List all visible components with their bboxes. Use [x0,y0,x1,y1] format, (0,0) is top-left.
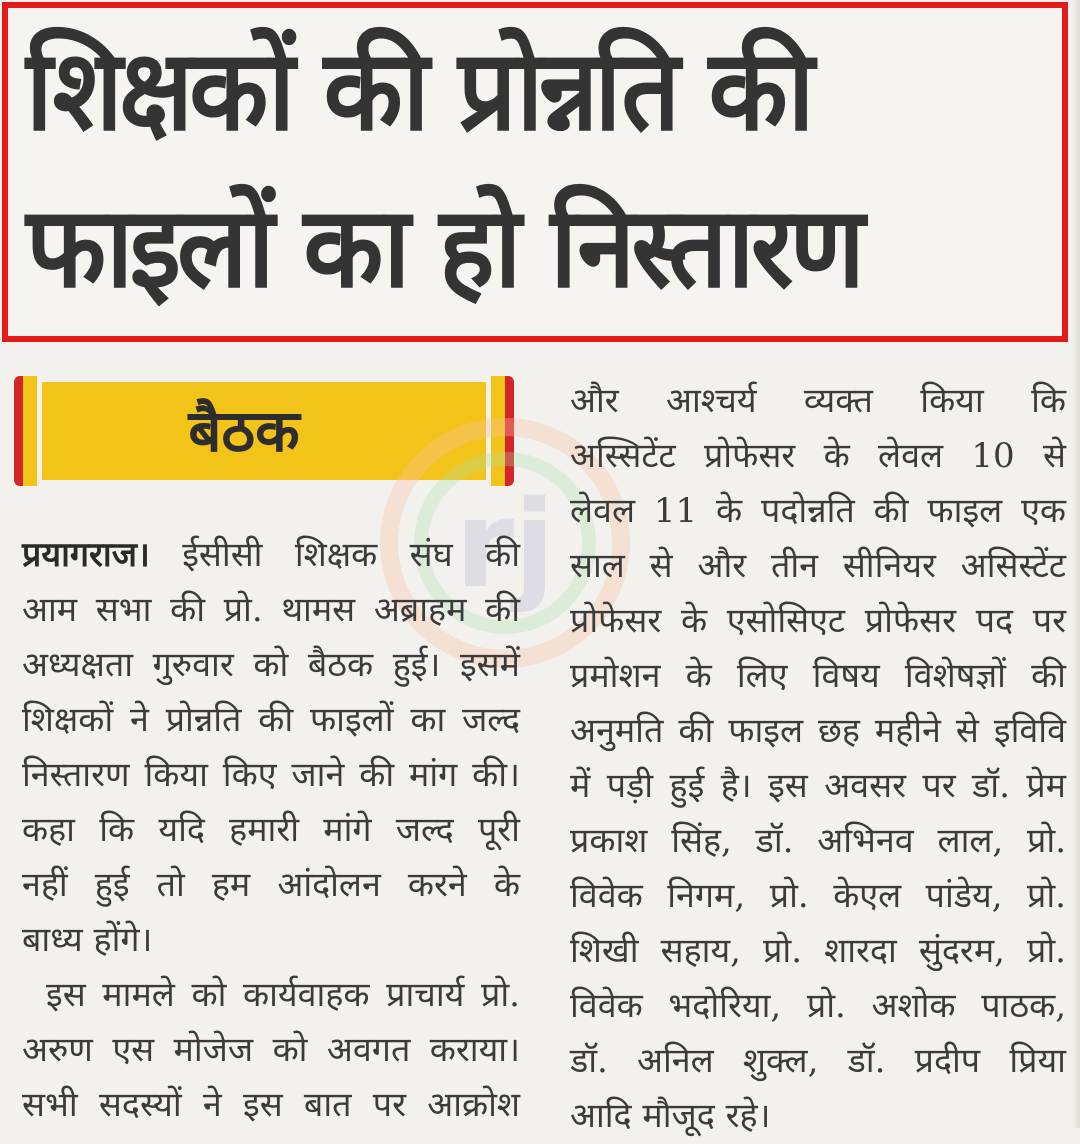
banner-right-cap [491,376,514,486]
article-line: नहीं हुई तो हम आंदोलन करने के [22,865,520,905]
article-line: बाध्य होंगे। [22,920,153,960]
headline-line-2: फाइलों का हो निस्तारण [26,183,862,313]
article-line: प्रमोशन के लिए विषय विशेषज्ञों की [570,656,1066,696]
section-banner [14,376,514,486]
article-line: आदि मौजूद रहे। [570,1096,771,1136]
article-left-column [22,528,520,1133]
article-line: शिखी सहाय, प्रो. शारदा सुंदरम, प्रो. [570,931,1066,971]
article-line: कहा कि यदि हमारी मांगे जल्द पूरी [22,810,520,850]
article-line: इस मामले को कार्यवाहक प्राचार्य प्रो. [46,975,520,1015]
headline-frame [2,2,1068,342]
article-line: अनुमति की फाइल छह महीने से इविवि [570,711,1066,751]
article-line: अस्सिटेंट प्रोफेसर के लेवल 10 से [570,436,1066,476]
article-line: अध्यक्षता गुरुवार को बैठक हुई। इसमें [22,645,520,685]
article-line: डॉ. अनिल शुक्ल, डॉ. प्रदीप प्रिया [570,1041,1066,1081]
article-line: अरुण एस मोजेज को अवगत कराया। [22,1030,520,1070]
article-line: आम सभा की प्रो. थामस अब्राहम की [22,590,520,630]
dateline: प्रयागराज। [22,535,150,575]
page-edge-shadow [1072,0,1080,1128]
article-line: सभी सदस्यों ने इस बात पर आक्रोश [22,1085,520,1125]
article-line: विवेक निगम, प्रो. केएल पांडेय, प्रो. [570,876,1066,916]
headline-line-1: शिक्षकों की प्रोन्नति की [26,26,811,156]
article-line: में पड़ी हुई है। इस अवसर पर डॉ. प्रेम [570,766,1066,806]
article-line [22,528,520,583]
article-line: प्रोफेसर के एसोसिएट प्रोफेसर पद पर [570,601,1066,641]
article-right-column [570,374,1066,1144]
watermark-text: rj [454,476,556,615]
article-line: शिक्षकों ने प्रोन्नति की फाइलों का जल्द [22,700,520,740]
article-line: और आश्चर्य व्यक्त किया कि [570,381,1066,421]
article-line: निस्तारण किया किए जाने की मांग की। [22,755,520,795]
article-line: विवेक भदोरिया, प्रो. अशोक पाठक, [570,986,1066,1026]
article-line: प्रकाश सिंह, डॉ. अभिनव लाल, प्रो. [570,821,1066,861]
article-line: साल से और तीन सीनियर असिस्टेंट [570,546,1066,586]
banner-label: बैठक [188,397,300,465]
article-line: लेवल 11 के पदोन्नति की फाइल एक [570,491,1066,531]
article-line-text: ईसीसी शिक्षक संघ की [182,535,521,575]
